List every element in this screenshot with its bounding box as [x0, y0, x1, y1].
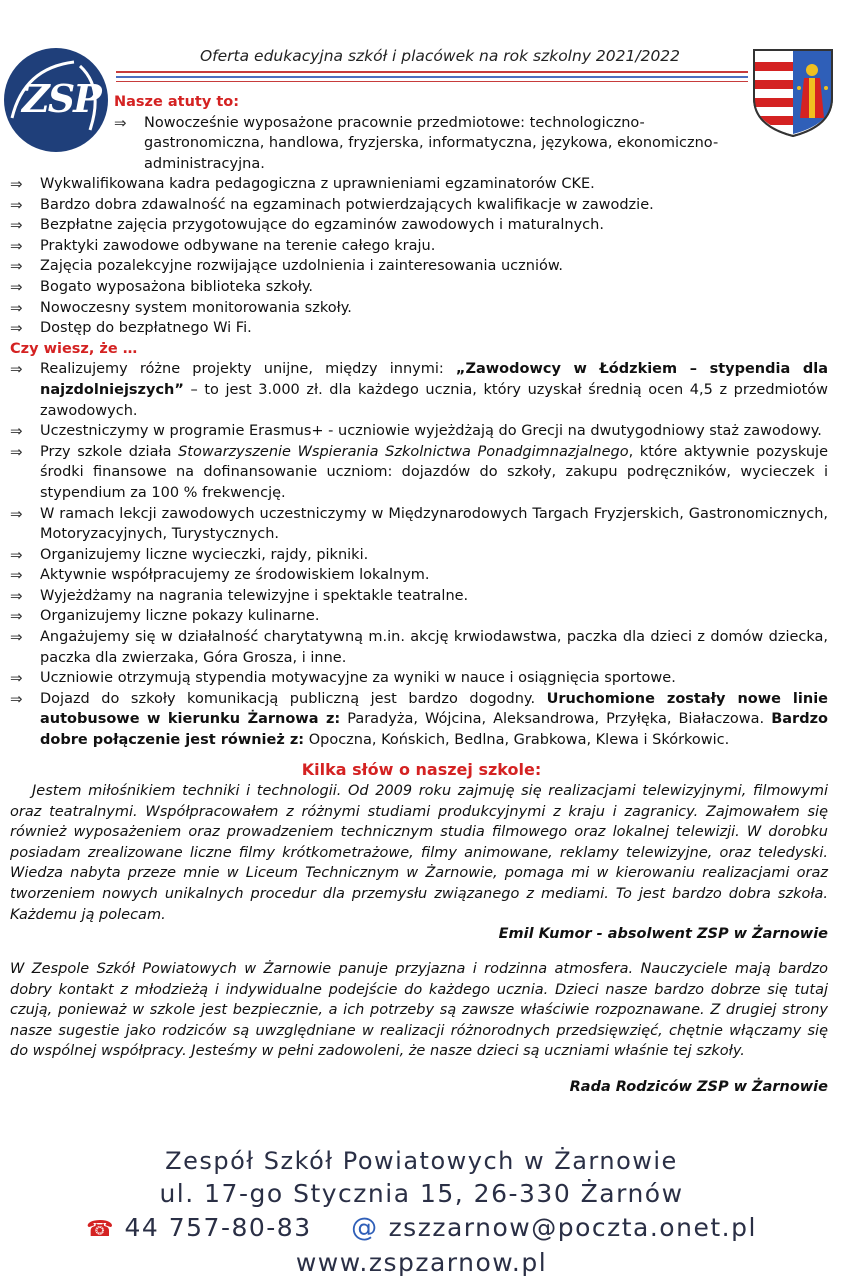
list-item: ⇒ Bogato wyposażona biblioteka szkoły.: [10, 277, 313, 296]
arrow-right-icon: ⇒: [10, 257, 23, 276]
parents-signature: Rada Rodziców ZSP w Żarnowie: [569, 1079, 828, 1095]
arrow-right-icon: ⇒: [10, 175, 23, 193]
arrow-right-icon: ⇒: [10, 360, 23, 379]
kilka-slow-title: Kilka słów o naszej szkole:: [301, 760, 542, 779]
coat-of-arms-icon: [752, 48, 834, 138]
list-item: ⇒ Przy szkole działa Stowarzyszenie Wspierania Szkolnictwa Ponadgimnazjalnego, które aktywnie pozyskuje środki finansowe na dofinansowanie uczniom: dojazdów do szkoły, zakupu podręczników, wycieczek i stypendium za 100 % frekwencję.: [10, 442, 829, 501]
list-item: ⇒ Nowocześnie wyposażone pracownie przedmiotowe: technologiczno-gastronomiczna, handlowa, fryzjerska, informatyczna, językowa, ekonomiczno-administracyjna.: [114, 113, 719, 172]
phone-number: 44 757-80-83: [124, 1213, 312, 1242]
arrow-right-icon: ⇒: [10, 504, 23, 523]
list-item: ⇒ Praktyki zawodowe odbywane na terenie całego kraju.: [10, 236, 436, 255]
list-item: ⇒ Bardzo dobra zdawalność na egzaminach potwierdzających kwalifikacje w zawodzie.: [10, 195, 654, 214]
arrow-right-icon: ⇒: [10, 195, 23, 214]
atuty-list: [10, 174, 828, 751]
header-rule-red-thin: [116, 81, 748, 82]
arrow-right-icon: ⇒: [10, 216, 23, 235]
arrow-right-icon: ⇒: [10, 628, 23, 647]
atuty-header-block: [114, 92, 764, 174]
arrow-right-icon: ⇒: [10, 422, 23, 441]
at-sign-icon: @: [351, 1213, 379, 1243]
arrow-right-icon: ⇒: [10, 236, 23, 255]
alumni-quote: Jestem miłośnikiem techniki i technologii. Od 2009 roku zajmuję się realizacjami telewizyjnymi, filmowymi oraz teatralnymi. Współpracowałem z różnymi studiami produkcyjnymi z kraju i zagranicy. Zajmowałem się również wyposażeniem oraz prowadzeniem technicznym studia filmowego oraz lokalnej telewizji. W dorobku posiadam zrealizowane liczne filmy krótkometrażowe, filmy animowane, reklamy telewizyjne, oraz teledyski. Wiedza nabyta przeze mnie w Liceum Technicznym w Żarnowie, pomaga mi w kierowaniu realizacjami oraz tworzeniem nowych unikalnych procedur dla przemysłu związanego z mediami. To jest bardzo dobra szkoła. Każdemu ją polecam.: [10, 783, 828, 923]
list-item: ⇒ Angażujemy się w działalność charytatywną m.in. akcję krwiodawstwa, paczka dla dzieci z domów dziecka, paczka dla zwierzaka, Góra Grosza, i inne.: [10, 628, 828, 666]
czy-wiesz-title: Czy wiesz, że …: [10, 340, 138, 357]
arrow-right-icon: ⇒: [10, 277, 23, 296]
arrow-right-icon: ⇒: [10, 298, 23, 317]
header-rule-blue: [116, 76, 748, 78]
list-item: ⇒ W ramach lekcji zawodowych uczestniczymy w Międzynarodowych Targach Fryzjerskich, Gastronomicznych, Motoryzacyjnych, Turystycznych.: [10, 504, 828, 543]
arrow-right-icon: ⇒: [114, 113, 127, 132]
alumni-signature: Emil Kumor - absolwent ZSP w Żarnowie: [498, 926, 828, 942]
list-item: ⇒ Dostęp do bezpłatnego Wi Fi.: [10, 319, 252, 338]
list-item: ⇒ Wykwalifikowana kadra pedagogiczna z uprawnieniami egzaminatorów CKE.: [10, 175, 595, 193]
list-item: ⇒ Aktywnie współpracujemy ze środowiskiem lokalnym.: [10, 566, 430, 585]
logo-text: ZSP: [22, 76, 100, 121]
arrow-right-icon: ⇒: [10, 442, 23, 461]
arrow-right-icon: ⇒: [10, 607, 23, 626]
arrow-right-icon: ⇒: [10, 689, 23, 708]
arrow-right-icon: ⇒: [10, 586, 23, 605]
telephone-icon: ☎: [86, 1217, 116, 1242]
list-item: ⇒ Organizujemy liczne wycieczki, rajdy, pikniki.: [10, 545, 369, 564]
website-link[interactable]: www.zspzarnow.pl: [295, 1248, 548, 1277]
list-item: ⇒ Organizujemy liczne pokazy kulinarne.: [10, 607, 320, 626]
list-item: ⇒ Uczestniczymy w programie Erasmus+ - uczniowie wyjeżdżają do Grecji na dwutygodniowy staż zawodowy.: [10, 422, 822, 441]
school-name: Zespół Szkół Powiatowych w Żarnowie: [165, 1147, 678, 1175]
arrow-right-icon: ⇒: [10, 545, 23, 564]
atuty-title: Nasze atuty to:: [114, 94, 240, 110]
header-rule-red: [116, 71, 748, 73]
school-address: ul. 17-go Stycznia 15, 26-330 Żarnów: [159, 1179, 684, 1208]
list-item: ⇒ Wyjeżdżamy na nagrania telewizyjne i spektakle teatralne.: [10, 586, 469, 605]
parents-quote: W Zespole Szkół Powiatowych w Żarnowie panuje przyjazna i rodzinna atmosfera. Nauczyciele mają bardzo dobry kontakt z młodzieżą i indywidualne podejście do każdego ucznia. Dzieci nasze bardzo dobrze się tutaj czują, ponieważ w szkole jest bezpiecznie, a ich potrzeby są zawsze właściwie rozpoznawane. Z drugiej strony nasze sugestie jako rodziców są uwzględniane w realizacji różnorodnych przedsięwzięć, chętnie włączamy się do wspólnej współpracy. Jesteśmy w pełni zadowoleni, że nasze dzieci są uczniami właśnie tej szkoły.: [10, 961, 828, 1060]
list-item: ⇒ Dojazd do szkoły komunikacją publiczną jest bardzo dogodny. Uruchomione zostały nowe linie autobusowe w kierunku Żarnowa z: Paradyża, Wójcina, Aleksandrowa, Przyłęka, Białaczowa. Bardzo dobre połączenie jest również z: Opoczna, Końskich, Bedlna, Grabkowa, Klewa i Skórkowic.: [10, 689, 828, 749]
arrow-right-icon: ⇒: [10, 566, 23, 585]
list-item: ⇒ Zajęcia pozalekcyjne rozwijające uzdolnienia i zainteresowania uczniów.: [10, 257, 563, 276]
school-logo: [4, 48, 108, 152]
header-title: Oferta edukacyjna szkół i placówek na rok szkolny 2021/2022: [199, 47, 681, 65]
list-item: ⇒ Bezpłatne zajęcia przygotowujące do egzaminów zawodowych i maturalnych.: [10, 216, 604, 235]
contact-line: [0, 1213, 843, 1243]
list-item: ⇒ Uczniowie otrzymują stypendia motywacyjne za wyniki w nauce i osiągnięcia sportowe.: [10, 669, 676, 688]
list-item: ⇒ Nowoczesny system monitorowania szkoły.: [10, 298, 352, 317]
email-link[interactable]: zszzarnow@poczta.onet.pl: [388, 1213, 757, 1242]
list-item: ⇒ Realizujemy różne projekty unijne, między innymi: „Zawodowcy w Łódzkiem – stypendia dla najzdolniejszych” – to jest 3.000 zł. dla każdego ucznia, który uzyskał średnią ocen 4,5 z przedmiotów zawodowych.: [10, 360, 828, 419]
arrow-right-icon: ⇒: [10, 669, 23, 688]
arrow-right-icon: ⇒: [10, 319, 23, 338]
